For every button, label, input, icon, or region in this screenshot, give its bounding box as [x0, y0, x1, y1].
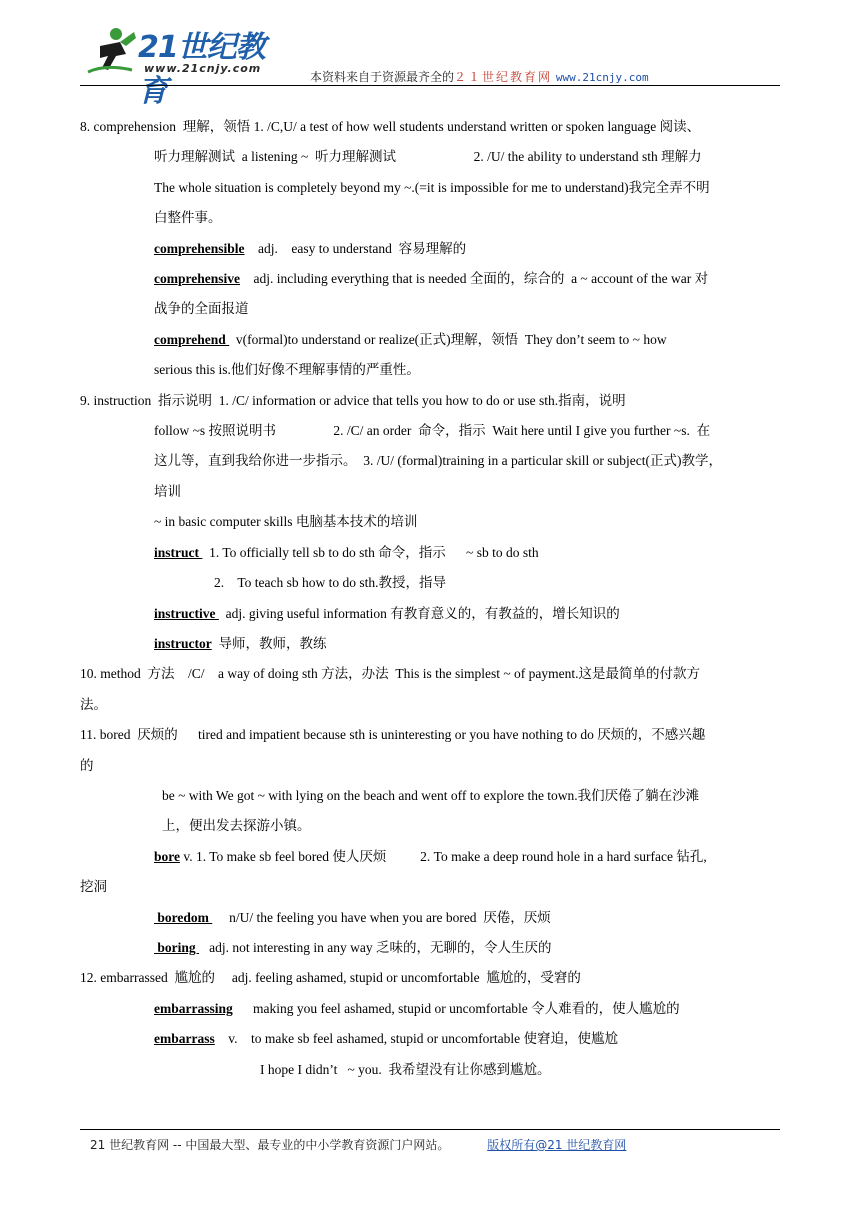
derivative-entry: [80, 325, 780, 355]
logo-text: 21世纪教育: [138, 30, 265, 109]
entry-line: 这儿等，直到我给你进一步指示。 3. /U/ (formal)training in a particular skill or subject(正式)教学，: [154, 453, 723, 469]
entry-line: be ~ with We got ~ with lying on the beach and went off to explore the town.我们厌倦了躺在沙滩: [162, 787, 700, 803]
entry-line: 战争的全面报道: [154, 301, 249, 317]
header-tagline: [310, 68, 649, 85]
derivative-entry: [80, 629, 780, 659]
entry-line: 白整件事。: [154, 210, 222, 226]
derivative-entry: [80, 264, 780, 294]
entry-line: 2. To teach sb how to do sth.教授，指导: [214, 575, 447, 591]
derivative-entry: [80, 933, 780, 963]
entry-line: 9. instruction 指示说明 1. /C/ information or advice that tells you how to do or use sth.指南，说明: [80, 392, 626, 408]
derivative-definition: 1. To officially tell sb to do sth 命令，指示 ~ sb to do sth: [202, 544, 539, 560]
derivative-definition: adj. not interesting in any way 乏味的，无聊的，令人生厌的: [199, 939, 552, 955]
derivative-definition: v. 1. To make sb feel bored 使人厌烦 2. To make a deep round hole in a hard surface 钻孔,: [180, 848, 707, 864]
derivative-word: instruct: [154, 544, 203, 560]
entry-line: 法。: [80, 696, 107, 712]
entry-line: The whole situation is completely beyond my ~.(=it is impossible for me to understand)我完全弄不明: [154, 179, 710, 195]
tagline-url-link[interactable]: www.21cnjy.com: [555, 71, 649, 84]
copyright-link[interactable]: 版权所有@21 世纪教育网: [487, 1138, 627, 1152]
derivative-definition: adj. including everything that is needed 全面的，综合的 a ~ account of the war 对: [240, 271, 709, 287]
entry-line: 培训: [154, 483, 181, 499]
entry-line: 挖洞: [80, 879, 107, 895]
derivative-word: instructor: [154, 635, 212, 651]
derivative-word: instructive: [154, 605, 219, 621]
footer-divider: [80, 1129, 780, 1130]
derivative-definition: making you feel ashamed, stupid or uncomfortable 令人难看的，使人尴尬的: [232, 1000, 680, 1016]
entry-line: 听力理解测试 a listening ~ 听力理解测试 2. /U/ the ability to understand sth 理解力: [154, 149, 702, 165]
derivative-word: comprehensive: [154, 271, 240, 287]
entry-line: I hope I didn’t ~ you. 我希望没有让你感到尴尬。: [260, 1061, 551, 1077]
entry-line: 12. embarrassed 尴尬的 adj. feeling ashamed, stupid or uncomfortable 尴尬的，受窘的: [80, 970, 581, 986]
entry-line: 10. method 方法 /C/ a way of doing sth 方法，办法 This is the simplest ~ of payment.这是最简单的付款方: [80, 666, 701, 682]
derivative-definition: adj. easy to understand 容易理解的: [244, 240, 467, 256]
derivative-entry: [80, 599, 780, 629]
derivative-entry: [80, 903, 780, 933]
runner-logo-icon: [86, 26, 138, 78]
derivative-word: embarrass: [154, 1031, 215, 1047]
tagline-site-name: ２１世纪教育网: [454, 70, 553, 84]
derivative-definition: v(formal)to understand or realize(正式)理解，领悟 They don’t seem to ~ how: [229, 331, 667, 347]
entry-line: 11. bored 厌烦的 tired and impatient because sth is uninteresting or you have nothing to do 厌烦的，不感兴趣: [80, 727, 706, 743]
logo-url: www.21cnjy.com: [144, 62, 262, 75]
footer-text: 21 世纪教育网 -- 中国最大型、最专业的中小学教育资源门户网站。: [90, 1138, 450, 1152]
entry-line: 8. comprehension 理解，领悟 1. /C,U/ a test of how well students understand written or spoken language 阅读、: [80, 119, 701, 134]
derivative-entry: [80, 994, 780, 1024]
page-footer: [90, 1136, 626, 1153]
entry-line: ~ in basic computer skills 电脑基本技术的培训: [154, 514, 418, 530]
derivative-word: boring: [154, 939, 200, 955]
document-body: [80, 112, 780, 1085]
site-logo[interactable]: [80, 22, 280, 109]
tagline-prefix: 本资料来自于资源最齐全的: [310, 70, 455, 84]
derivative-entry: [80, 842, 780, 872]
header-divider: [80, 85, 780, 86]
entry-line: follow ~s 按照说明书 2. /C/ an order 命令，指示 Wait here until I give you further ~s. 在: [154, 423, 711, 439]
derivative-entry: [80, 1024, 780, 1054]
derivative-word: boredom: [154, 909, 213, 925]
page-header: [80, 22, 780, 109]
derivative-definition: 导师，教师，教练: [211, 635, 327, 651]
derivative-definition: adj. giving useful information 有教育意义的，有教益的，增长知识的: [218, 605, 620, 621]
entry-line: 的: [80, 757, 94, 773]
entry-line: 上，便出发去探游小镇。: [162, 818, 311, 834]
derivative-word: comprehend: [154, 331, 230, 347]
derivative-definition: n/U/ the feeling you have when you are bored 厌倦，厌烦: [212, 909, 551, 925]
derivative-entry: [80, 538, 780, 568]
derivative-word: embarrassing: [154, 1000, 233, 1016]
derivative-definition: v. to make sb feel ashamed, stupid or uncomfortable 使窘迫，使尴尬: [214, 1031, 619, 1047]
entry-line: serious this is.他们好像不理解事情的严重性。: [154, 362, 420, 378]
derivative-word: bore: [154, 848, 180, 864]
derivative-word: comprehensible: [154, 240, 245, 256]
derivative-entry: [80, 234, 780, 264]
